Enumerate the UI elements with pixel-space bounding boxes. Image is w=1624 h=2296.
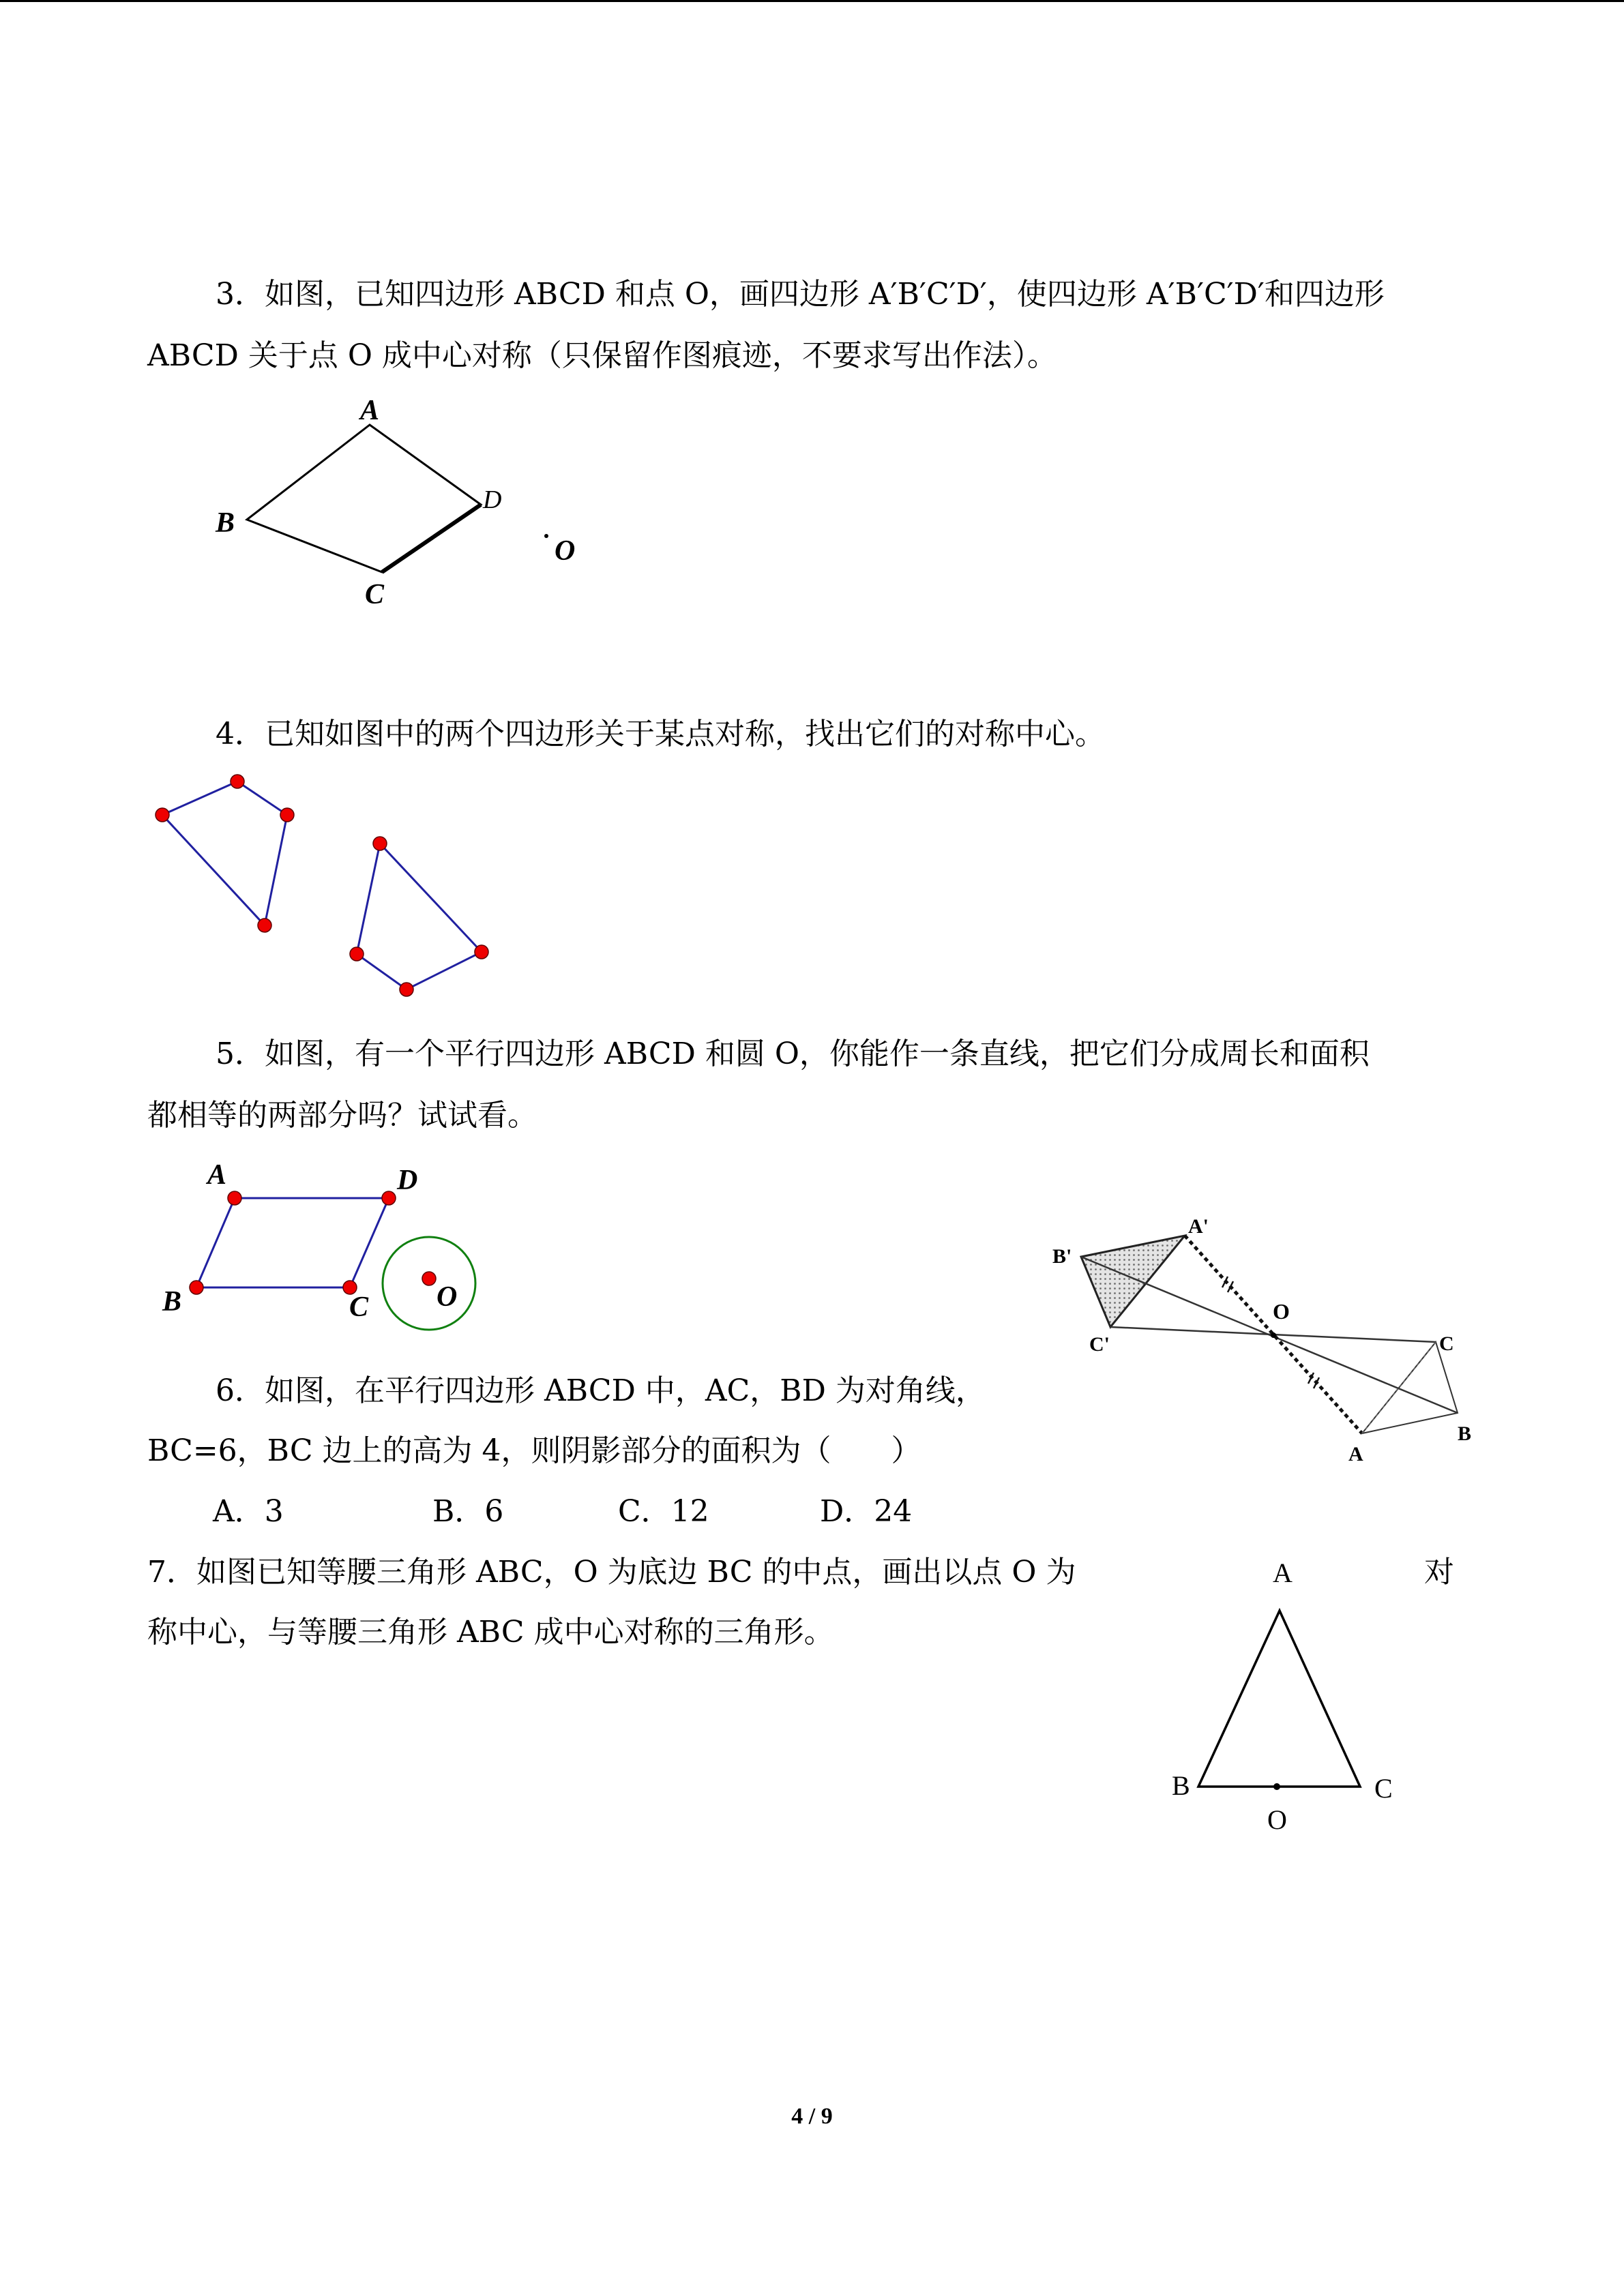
- q5-vertex-d: [382, 1191, 396, 1205]
- q6-text-line1: 6．如图，在平行四边形 ABCD 中，AC，BD 为对角线，: [216, 1373, 986, 1408]
- q6-label-o: O: [1273, 1299, 1290, 1324]
- q4-vertex: [373, 837, 387, 850]
- q5-label-c: C: [349, 1292, 369, 1323]
- q6-label-b1: B': [1052, 1245, 1072, 1268]
- q3-text-line1: 3．如图，已知四边形 ABCD 和点 O，画四边形 A′B′C′D′，使四边形 A′B′C′D′和四边形: [216, 277, 1385, 312]
- q3-label-a: A: [360, 395, 380, 426]
- q7-label-b: B: [1172, 1770, 1190, 1801]
- q4-text-line1: 4．已知如图中的两个四边形关于某点对称，找出它们的对称中心。: [216, 717, 1105, 751]
- top-border: [0, 0, 1624, 2]
- q7-text-line1-end: 对: [1424, 1555, 1454, 1590]
- q5-text-line2: 都相等的两部分吗？试试看。: [147, 1098, 537, 1133]
- q5-label-a: A: [207, 1159, 227, 1191]
- q6-option-b: B．6: [432, 1494, 504, 1529]
- q7-text-line2: 称中心，与等腰三角形 ABC 成中心对称的三角形。: [147, 1615, 834, 1650]
- q6-option-a: A．3: [213, 1494, 284, 1529]
- q5-label-d: D: [397, 1165, 418, 1196]
- q3-text-line2: ABCD 关于点 O 成中心对称（只保留作图痕迹，不要求写出作法）。: [147, 338, 1057, 373]
- q7-label-o: O: [1267, 1804, 1287, 1835]
- q3-label-o: O: [555, 535, 576, 567]
- q6-text-line2: BC=6，BC 边上的高为 4，则阴影部分的面积为（ ）: [147, 1433, 921, 1468]
- q5-parallelogram: [196, 1198, 389, 1287]
- q6-triangle-abc: [1362, 1342, 1458, 1433]
- q4-vertex: [475, 945, 488, 959]
- q3-figure: [191, 385, 614, 621]
- q7-label-a: A: [1273, 1557, 1293, 1588]
- q4-vertex: [400, 983, 413, 996]
- q5-label-o: O: [437, 1281, 458, 1313]
- q4-figure: [136, 757, 518, 1002]
- q7-text-line1: 7．如图已知等腰三角形 ABC，O 为底边 BC 的中点，画出以点 O 为: [147, 1555, 1076, 1590]
- q3-label-d: D: [483, 486, 502, 514]
- q6-option-c: C．12: [618, 1494, 709, 1529]
- q6-label-c1: C': [1089, 1333, 1110, 1356]
- q7-figure: [1160, 1555, 1419, 1848]
- q7-triangle-abc: [1198, 1611, 1360, 1787]
- q4-vertex: [280, 808, 294, 822]
- q5-text-line1: 5．如图，有一个平行四边形 ABCD 和圆 O，你能作一条直线，把它们分成周长和面积: [216, 1037, 1370, 1071]
- q4-quadrilateral-left: [162, 781, 287, 925]
- page-number: 4 / 9: [791, 2104, 833, 2129]
- q5-vertex-a: [228, 1191, 241, 1205]
- q7-point-o: [1273, 1783, 1280, 1790]
- q3-quadrilateral: [247, 425, 481, 572]
- q6-option-d: D．24: [820, 1494, 913, 1529]
- q6-label-b: B: [1458, 1422, 1472, 1445]
- q6-label-a1: A': [1188, 1215, 1209, 1238]
- q4-vertex: [156, 808, 169, 822]
- q5-center-o: [422, 1272, 436, 1285]
- q6-label-c: C: [1439, 1332, 1454, 1355]
- q7-label-c: C: [1374, 1773, 1393, 1804]
- q6-figure: [1050, 1200, 1501, 1480]
- q5-label-b: B: [162, 1286, 182, 1317]
- q4-vertex: [231, 775, 244, 788]
- q3-label-c: C: [365, 579, 385, 610]
- q3-point-o: [544, 534, 548, 538]
- q6-point-o: [1271, 1332, 1276, 1338]
- q4-vertex: [350, 947, 364, 961]
- q3-edge-cd: [382, 505, 481, 572]
- q6-label-a: A: [1348, 1443, 1363, 1465]
- q5-figure: [150, 1152, 505, 1337]
- q6-shaded-triangle: [1081, 1236, 1185, 1327]
- q5-vertex-b: [190, 1281, 203, 1294]
- q4-quadrilateral-right: [357, 844, 482, 989]
- q3-label-b: B: [216, 507, 235, 539]
- q4-vertex: [258, 919, 271, 932]
